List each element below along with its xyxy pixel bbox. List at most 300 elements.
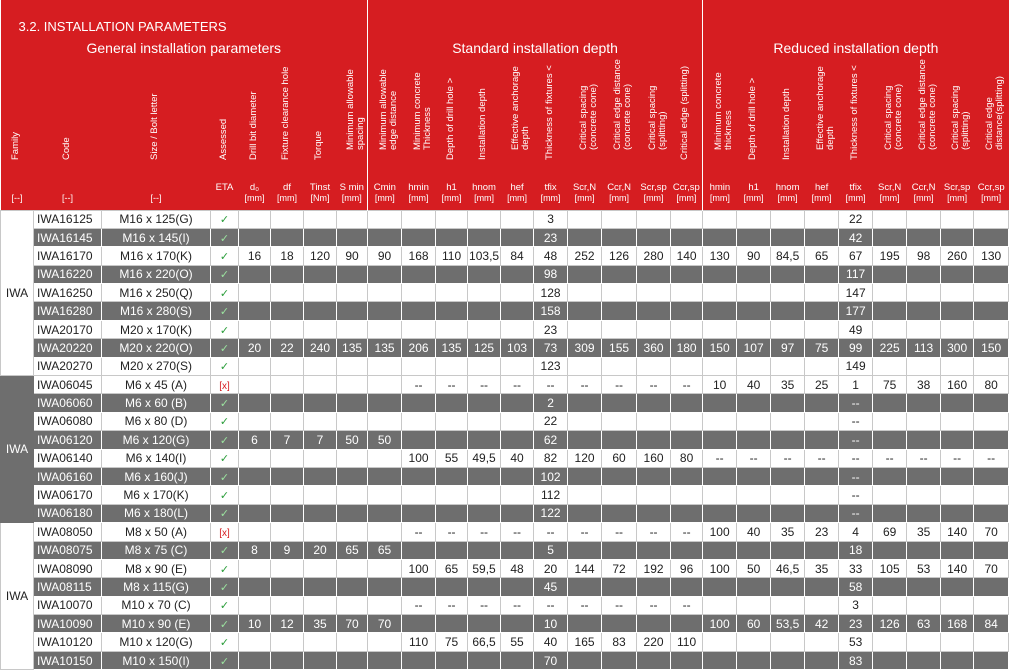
value-cell — [637, 320, 671, 338]
value-cell — [805, 504, 839, 522]
value-cell — [907, 320, 941, 338]
column-label-text: Minimum concrete thickness — [712, 71, 734, 150]
value-cell — [402, 578, 436, 596]
value-cell — [873, 357, 907, 375]
value-cell: 180 — [671, 339, 703, 357]
value-cell — [337, 523, 368, 541]
column-symbol: ETA — [211, 177, 239, 193]
value-cell — [368, 596, 402, 614]
value-cell — [703, 486, 737, 504]
value-cell — [941, 578, 974, 596]
value-cell — [468, 357, 501, 375]
value-cell: 195 — [873, 247, 907, 265]
value-cell — [907, 467, 941, 485]
column-unit: [mm] — [337, 193, 368, 210]
value-cell — [671, 467, 703, 485]
value-cell — [637, 541, 671, 559]
value-cell — [271, 486, 304, 504]
value-cell — [737, 228, 771, 246]
code-cell: IWA16280 — [34, 302, 102, 320]
value-cell — [436, 357, 468, 375]
value-cell — [468, 578, 501, 596]
column-label-text: Critical spacing (splitting) — [646, 85, 668, 150]
value-cell: -- — [873, 449, 907, 467]
value-cell: 12 — [271, 615, 304, 633]
value-cell: 50 — [368, 431, 402, 449]
table-row — [1, 541, 1009, 559]
value-cell: -- — [637, 376, 671, 394]
size-cell: M8 x 75 (C) — [102, 541, 211, 559]
value-cell — [602, 228, 637, 246]
size-cell: M16 x 125(G) — [102, 210, 211, 228]
value-cell: 58 — [839, 578, 873, 596]
value-cell: -- — [468, 596, 501, 614]
value-cell — [805, 633, 839, 651]
size-cell: M6 x 170(K) — [102, 486, 211, 504]
value-cell — [873, 504, 907, 522]
check-icon: ✓ — [211, 615, 239, 633]
column-unit: [mm] — [873, 193, 907, 210]
value-cell — [271, 596, 304, 614]
value-cell — [637, 615, 671, 633]
value-cell: 177 — [839, 302, 873, 320]
table-row — [1, 247, 1009, 265]
value-cell — [468, 541, 501, 559]
value-cell — [436, 284, 468, 302]
column-label-text: Critical edge distance (concrete cone) — [916, 58, 938, 150]
value-cell — [239, 320, 271, 338]
value-cell — [941, 210, 974, 228]
value-cell — [771, 578, 805, 596]
value-cell: 144 — [568, 559, 602, 577]
value-cell — [368, 302, 402, 320]
value-cell: 84 — [501, 247, 534, 265]
column-unit: [mm] — [468, 193, 501, 210]
value-cell: 100 — [402, 449, 436, 467]
value-cell — [271, 578, 304, 596]
value-cell — [368, 633, 402, 651]
value-cell — [974, 265, 1009, 283]
value-cell — [907, 651, 941, 669]
column-symbol: Ccr,N — [602, 177, 637, 193]
column-label — [737, 62, 771, 177]
value-cell — [873, 467, 907, 485]
value-cell — [737, 504, 771, 522]
column-unit: [--] — [102, 193, 211, 210]
column-unit: [mm] — [436, 193, 468, 210]
value-cell — [337, 394, 368, 412]
value-cell: 46,5 — [771, 559, 805, 577]
check-icon: ✓ — [211, 302, 239, 320]
value-cell — [568, 504, 602, 522]
value-cell — [402, 467, 436, 485]
column-label-text: Critical spacing (splitting) — [950, 85, 972, 150]
value-cell — [637, 431, 671, 449]
code-cell: IWA20220 — [34, 339, 102, 357]
value-cell — [703, 431, 737, 449]
value-cell — [239, 449, 271, 467]
value-cell: 130 — [974, 247, 1009, 265]
value-cell — [873, 394, 907, 412]
value-cell — [737, 265, 771, 283]
table-body — [1, 210, 1009, 670]
value-cell — [501, 504, 534, 522]
code-cell: IWA06180 — [34, 504, 102, 522]
size-cell: M6 x 80 (D) — [102, 412, 211, 430]
value-cell: -- — [941, 449, 974, 467]
value-cell — [974, 210, 1009, 228]
column-label — [602, 58, 637, 177]
value-cell: 65 — [805, 247, 839, 265]
value-cell — [907, 412, 941, 430]
value-cell — [402, 228, 436, 246]
value-cell: -- — [534, 376, 568, 394]
column-symbol: Scr,N — [568, 177, 602, 193]
value-cell — [468, 615, 501, 633]
code-cell: IWA16220 — [34, 265, 102, 283]
value-cell — [941, 467, 974, 485]
value-cell — [271, 559, 304, 577]
value-cell — [501, 615, 534, 633]
value-cell — [602, 265, 637, 283]
value-cell: 10 — [534, 615, 568, 633]
value-cell — [402, 210, 436, 228]
value-cell: 16 — [239, 247, 271, 265]
value-cell: 40 — [501, 449, 534, 467]
value-cell: -- — [568, 376, 602, 394]
column-label-text: Depth of drill hole > — [444, 77, 456, 160]
value-cell — [368, 467, 402, 485]
value-cell: 96 — [671, 559, 703, 577]
value-cell — [436, 541, 468, 559]
value-cell — [671, 412, 703, 430]
value-cell — [501, 541, 534, 559]
value-cell — [368, 504, 402, 522]
value-cell: 90 — [737, 247, 771, 265]
value-cell: 300 — [941, 339, 974, 357]
value-cell: -- — [436, 596, 468, 614]
value-cell — [703, 504, 737, 522]
column-label — [1, 62, 34, 177]
size-cell: M10 x 150(I) — [102, 651, 211, 669]
value-cell: 53 — [839, 633, 873, 651]
value-cell — [568, 210, 602, 228]
value-cell — [368, 523, 402, 541]
value-cell: 70 — [368, 615, 402, 633]
value-cell: 84 — [974, 615, 1009, 633]
column-unit: [mm] — [568, 193, 602, 210]
value-cell: 66,5 — [468, 633, 501, 651]
value-cell — [703, 302, 737, 320]
column-label-text: Fixture clearance hole — [280, 66, 291, 160]
value-cell — [907, 596, 941, 614]
value-cell — [436, 412, 468, 430]
value-cell — [337, 467, 368, 485]
value-cell — [703, 412, 737, 430]
value-cell — [737, 394, 771, 412]
value-cell — [805, 467, 839, 485]
column-label-text: Minimum allowable spacing — [344, 68, 366, 150]
check-icon: ✓ — [211, 339, 239, 357]
value-cell — [337, 486, 368, 504]
value-cell: 62 — [534, 431, 568, 449]
column-unit: [mm] — [737, 193, 771, 210]
column-label-text: Critical spacing (concrete cone) — [882, 83, 904, 150]
value-cell — [602, 284, 637, 302]
value-cell: 59,5 — [468, 559, 501, 577]
size-cell: M8 x 115(G) — [102, 578, 211, 596]
column-unit: [mm] — [637, 193, 671, 210]
value-cell — [671, 394, 703, 412]
value-cell — [402, 486, 436, 504]
value-cell: 67 — [839, 247, 873, 265]
value-cell — [337, 376, 368, 394]
value-cell: 100 — [402, 559, 436, 577]
value-cell: 123 — [534, 357, 568, 375]
value-cell — [568, 412, 602, 430]
value-cell: -- — [402, 523, 436, 541]
value-cell: 126 — [873, 615, 907, 633]
value-cell: 65 — [368, 541, 402, 559]
value-cell: -- — [839, 431, 873, 449]
value-cell: 70 — [974, 523, 1009, 541]
value-cell: 48 — [534, 247, 568, 265]
table-row — [1, 431, 1009, 449]
value-cell: 140 — [941, 559, 974, 577]
size-cell: M16 x 280(S) — [102, 302, 211, 320]
code-cell: IWA10150 — [34, 651, 102, 669]
value-cell — [271, 302, 304, 320]
value-cell — [805, 357, 839, 375]
value-cell: -- — [703, 449, 737, 467]
value-cell — [271, 357, 304, 375]
column-symbol: hnom — [771, 177, 805, 193]
column-label — [703, 62, 737, 177]
value-cell — [239, 210, 271, 228]
value-cell — [468, 504, 501, 522]
value-cell — [304, 651, 337, 669]
value-cell — [637, 651, 671, 669]
code-cell: IWA08075 — [34, 541, 102, 559]
value-cell — [974, 228, 1009, 246]
value-cell: 69 — [873, 523, 907, 541]
column-label — [873, 62, 907, 177]
value-cell: 35 — [771, 523, 805, 541]
value-cell: 5 — [534, 541, 568, 559]
value-cell — [304, 596, 337, 614]
column-unit: [mm] — [602, 193, 637, 210]
value-cell: 6 — [239, 431, 271, 449]
group-standard: Standard installation depth — [368, 34, 703, 62]
value-cell: 4 — [839, 523, 873, 541]
value-cell: 3 — [839, 596, 873, 614]
column-symbol: h1 — [737, 177, 771, 193]
code-cell: IWA10070 — [34, 596, 102, 614]
value-cell — [568, 284, 602, 302]
value-cell — [501, 228, 534, 246]
value-cell — [337, 302, 368, 320]
table-row — [1, 467, 1009, 485]
column-symbol: hmin — [402, 177, 436, 193]
check-icon: ✓ — [211, 247, 239, 265]
column-label — [211, 62, 239, 177]
size-cell: M6 x 140(I) — [102, 449, 211, 467]
value-cell — [737, 596, 771, 614]
value-cell — [436, 302, 468, 320]
value-cell — [402, 541, 436, 559]
value-cell — [671, 541, 703, 559]
column-label — [941, 62, 974, 177]
value-cell: 120 — [304, 247, 337, 265]
value-cell — [805, 486, 839, 504]
column-symbol: S min — [337, 177, 368, 193]
value-cell: -- — [602, 596, 637, 614]
column-label — [468, 62, 501, 177]
value-cell — [368, 376, 402, 394]
column-symbol: Tinst — [304, 177, 337, 193]
value-cell — [602, 504, 637, 522]
column-label — [805, 62, 839, 177]
value-cell: 9 — [271, 541, 304, 559]
value-cell: 150 — [703, 339, 737, 357]
value-cell — [974, 394, 1009, 412]
value-cell: 140 — [941, 523, 974, 541]
size-cell: M10 x 120(G) — [102, 633, 211, 651]
value-cell — [436, 578, 468, 596]
group-reduced: Reduced installation depth — [703, 34, 1009, 62]
value-cell — [239, 651, 271, 669]
value-cell: 23 — [534, 228, 568, 246]
value-cell — [941, 228, 974, 246]
value-cell: -- — [402, 376, 436, 394]
value-cell — [974, 302, 1009, 320]
value-cell — [337, 357, 368, 375]
value-cell — [337, 265, 368, 283]
table-row — [1, 302, 1009, 320]
value-cell — [907, 431, 941, 449]
column-label-text: Torque — [313, 130, 324, 160]
value-cell — [974, 431, 1009, 449]
column-symbol — [1, 177, 34, 193]
value-cell — [468, 302, 501, 320]
table-row — [1, 339, 1009, 357]
value-cell — [402, 265, 436, 283]
value-cell: 82 — [534, 449, 568, 467]
value-cell — [239, 228, 271, 246]
value-cell — [304, 504, 337, 522]
value-cell — [671, 431, 703, 449]
value-cell: 225 — [873, 339, 907, 357]
value-cell — [602, 412, 637, 430]
value-cell — [239, 265, 271, 283]
value-cell — [337, 210, 368, 228]
column-symbol: Scr,N — [873, 177, 907, 193]
column-label-text: Effective anchorage depth — [510, 65, 532, 150]
value-cell — [368, 412, 402, 430]
value-cell — [671, 302, 703, 320]
value-cell: 35 — [304, 615, 337, 633]
family-cell: IWA — [1, 376, 34, 523]
value-cell — [239, 596, 271, 614]
value-cell — [402, 431, 436, 449]
value-cell: 45 — [534, 578, 568, 596]
value-cell — [671, 210, 703, 228]
value-cell — [304, 578, 337, 596]
value-cell — [304, 320, 337, 338]
value-cell — [402, 394, 436, 412]
value-cell: 80 — [671, 449, 703, 467]
value-cell — [974, 596, 1009, 614]
value-cell — [239, 412, 271, 430]
value-cell: 192 — [637, 559, 671, 577]
value-cell — [239, 504, 271, 522]
value-cell — [304, 467, 337, 485]
value-cell: -- — [436, 523, 468, 541]
value-cell — [941, 651, 974, 669]
value-cell — [974, 467, 1009, 485]
size-cell: M6 x 45 (A) — [102, 376, 211, 394]
table-row — [1, 615, 1009, 633]
value-cell — [907, 265, 941, 283]
code-cell: IWA08115 — [34, 578, 102, 596]
value-cell — [805, 431, 839, 449]
value-cell — [637, 486, 671, 504]
value-cell: 42 — [839, 228, 873, 246]
value-cell — [368, 284, 402, 302]
value-cell — [337, 578, 368, 596]
value-cell: 70 — [534, 651, 568, 669]
value-cell: 120 — [568, 449, 602, 467]
value-cell: 53,5 — [771, 615, 805, 633]
code-cell: IWA06160 — [34, 467, 102, 485]
value-cell — [468, 486, 501, 504]
value-cell — [873, 651, 907, 669]
value-cell — [468, 284, 501, 302]
column-unit: [--] — [1, 193, 34, 210]
value-cell: 103 — [501, 339, 534, 357]
value-cell — [501, 320, 534, 338]
group-general: General installation parameters — [1, 34, 368, 62]
column-unit: [mm] — [839, 193, 873, 210]
value-cell: 135 — [337, 339, 368, 357]
value-cell: 55 — [501, 633, 534, 651]
check-icon: ✓ — [211, 228, 239, 246]
value-cell: 105 — [873, 559, 907, 577]
value-cell — [907, 504, 941, 522]
value-cell: 48 — [501, 559, 534, 577]
value-cell: 7 — [271, 431, 304, 449]
value-cell — [637, 357, 671, 375]
value-cell — [805, 284, 839, 302]
value-cell — [637, 284, 671, 302]
value-cell: 107 — [737, 339, 771, 357]
value-cell — [703, 596, 737, 614]
value-cell — [602, 486, 637, 504]
value-cell — [568, 651, 602, 669]
value-cell — [304, 559, 337, 577]
value-cell: 35 — [771, 376, 805, 394]
value-cell — [703, 467, 737, 485]
value-cell — [637, 412, 671, 430]
value-cell — [239, 486, 271, 504]
value-cell — [568, 394, 602, 412]
value-cell — [501, 265, 534, 283]
value-cell: -- — [501, 376, 534, 394]
value-cell: 90 — [368, 247, 402, 265]
value-cell — [907, 228, 941, 246]
code-cell: IWA20170 — [34, 320, 102, 338]
value-cell — [703, 320, 737, 338]
